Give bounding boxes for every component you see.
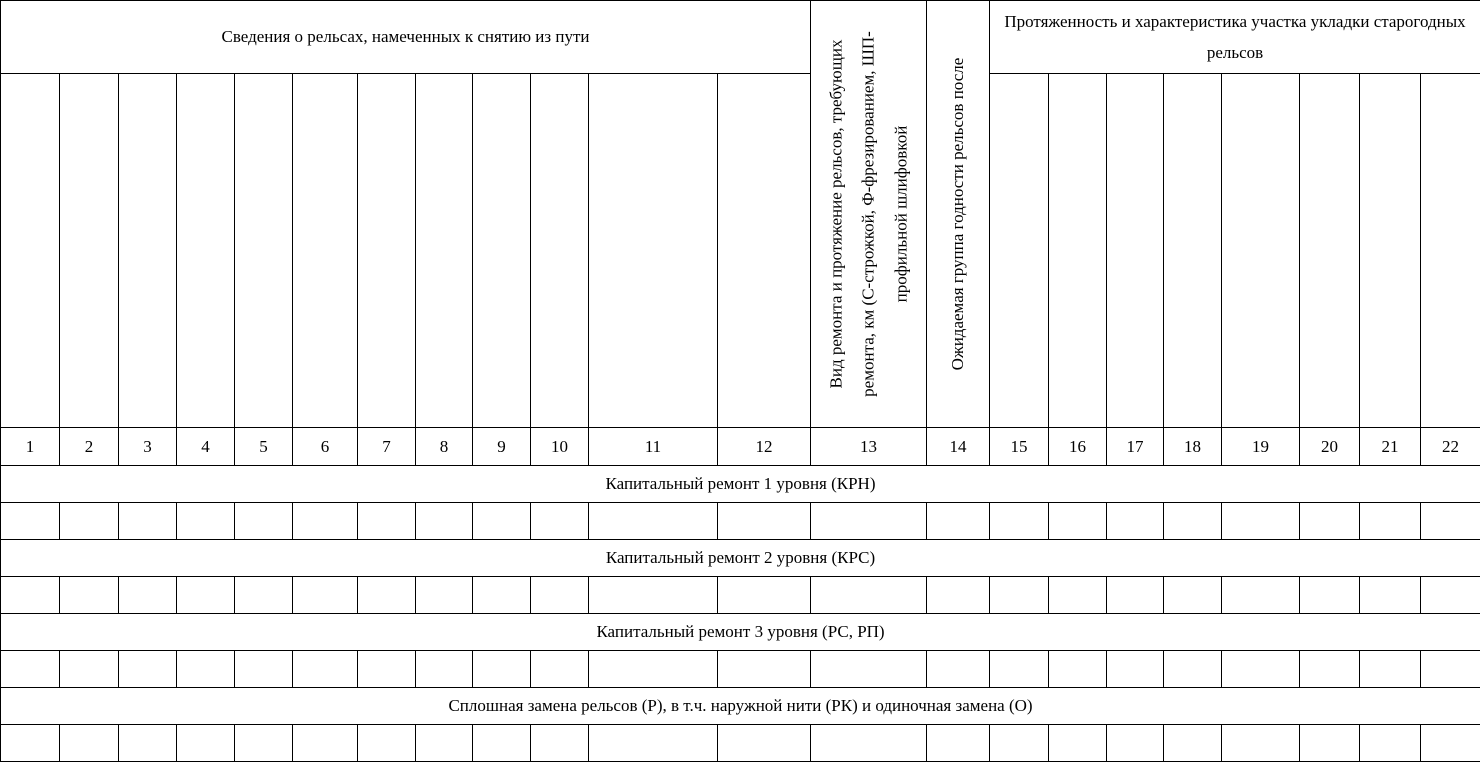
table-cell[interactable] bbox=[358, 651, 416, 688]
table-cell[interactable] bbox=[718, 651, 811, 688]
empty-data-row bbox=[1, 503, 1480, 540]
table-cell[interactable] bbox=[531, 577, 589, 614]
column-header-row bbox=[1, 74, 1480, 428]
section-row-krs bbox=[1, 540, 1480, 577]
table-cell[interactable] bbox=[293, 577, 358, 614]
col-16-header bbox=[1049, 74, 1107, 428]
table-cell[interactable] bbox=[927, 577, 990, 614]
empty-data-row bbox=[1, 725, 1480, 762]
col-5-header bbox=[235, 74, 293, 428]
table-cell[interactable] bbox=[235, 577, 293, 614]
table-cell[interactable] bbox=[416, 725, 473, 762]
table-cell[interactable] bbox=[1107, 651, 1164, 688]
table-cell[interactable] bbox=[358, 503, 416, 540]
table-cell[interactable] bbox=[235, 725, 293, 762]
col-12-header bbox=[718, 74, 811, 428]
table-cell[interactable] bbox=[177, 503, 235, 540]
table-cell[interactable] bbox=[927, 651, 990, 688]
table-cell[interactable] bbox=[1360, 651, 1421, 688]
col-14-header: Ожидаемая группа годности рельсов после bbox=[927, 1, 990, 428]
col-20-header bbox=[1300, 74, 1360, 428]
table-cell[interactable] bbox=[177, 725, 235, 762]
table-cell[interactable] bbox=[119, 577, 177, 614]
table-cell[interactable] bbox=[416, 577, 473, 614]
table-cell[interactable] bbox=[119, 503, 177, 540]
col-number: 22 bbox=[1421, 428, 1480, 466]
table-cell[interactable] bbox=[1300, 503, 1360, 540]
table-cell[interactable] bbox=[1300, 651, 1360, 688]
table-cell[interactable] bbox=[1049, 725, 1107, 762]
table-cell[interactable] bbox=[990, 651, 1049, 688]
table-cell[interactable] bbox=[416, 503, 473, 540]
table-cell[interactable] bbox=[60, 651, 119, 688]
table-cell[interactable] bbox=[990, 503, 1049, 540]
col-number: 8 bbox=[416, 428, 473, 466]
table-cell[interactable] bbox=[293, 503, 358, 540]
col-number: 7 bbox=[358, 428, 416, 466]
col-1-header bbox=[1, 74, 60, 428]
table-cell[interactable] bbox=[416, 651, 473, 688]
table-cell[interactable] bbox=[811, 651, 927, 688]
column-number-row bbox=[1, 428, 1480, 466]
table-cell[interactable] bbox=[60, 725, 119, 762]
table-cell[interactable] bbox=[1049, 503, 1107, 540]
col-number: 12 bbox=[718, 428, 811, 466]
table-cell[interactable] bbox=[811, 503, 927, 540]
col-number: 2 bbox=[60, 428, 119, 466]
col-4-header bbox=[177, 74, 235, 428]
col-number: 18 bbox=[1164, 428, 1222, 466]
col-3-header bbox=[119, 74, 177, 428]
col-number: 21 bbox=[1360, 428, 1421, 466]
col-number: 9 bbox=[473, 428, 531, 466]
table-cell[interactable] bbox=[811, 725, 927, 762]
col-number: 13 bbox=[811, 428, 927, 466]
table-cell[interactable] bbox=[1107, 577, 1164, 614]
col-7-header bbox=[358, 74, 416, 428]
table-cell[interactable] bbox=[1164, 577, 1222, 614]
table-cell[interactable] bbox=[990, 725, 1049, 762]
table-cell[interactable] bbox=[811, 577, 927, 614]
table-cell[interactable] bbox=[358, 577, 416, 614]
section-title: Капитальный ремонт 2 уровня (КРС) bbox=[1, 540, 1480, 577]
empty-data-row bbox=[1, 651, 1480, 688]
col-number: 10 bbox=[531, 428, 589, 466]
col-6-header bbox=[293, 74, 358, 428]
col-21-header bbox=[1360, 74, 1421, 428]
col-2-header bbox=[60, 74, 119, 428]
table-cell[interactable] bbox=[60, 503, 119, 540]
table-cell[interactable] bbox=[589, 503, 718, 540]
table-cell[interactable] bbox=[589, 577, 718, 614]
table-cell[interactable] bbox=[119, 725, 177, 762]
group-header-left: Сведения о рельсах, намеченных к снятию из пути bbox=[1, 1, 811, 74]
col-number: 19 bbox=[1222, 428, 1300, 466]
table-cell[interactable] bbox=[1222, 725, 1300, 762]
table-cell[interactable] bbox=[1107, 725, 1164, 762]
table-cell[interactable] bbox=[177, 651, 235, 688]
table-cell[interactable] bbox=[589, 725, 718, 762]
section-title: Сплошная замена рельсов (Р), в т.ч. наружной нити (РК) и одиночная замена (О) bbox=[1, 688, 1480, 725]
col-15-header bbox=[990, 74, 1049, 428]
group-header-right: Протяженность и характеристика участка укладки старогодных рельсов bbox=[990, 1, 1480, 74]
col-18-header bbox=[1164, 74, 1222, 428]
table-cell[interactable] bbox=[1360, 577, 1421, 614]
col-number: 15 bbox=[990, 428, 1049, 466]
col-10-header bbox=[531, 74, 589, 428]
col-number: 11 bbox=[589, 428, 718, 466]
col-number: 5 bbox=[235, 428, 293, 466]
section-row-rail-replacement bbox=[1, 688, 1480, 725]
table-cell[interactable] bbox=[990, 577, 1049, 614]
col-number: 20 bbox=[1300, 428, 1360, 466]
table-cell[interactable] bbox=[177, 577, 235, 614]
table-cell[interactable] bbox=[1, 725, 60, 762]
col-19-header bbox=[1222, 74, 1300, 428]
section-row-rs-rp bbox=[1, 614, 1480, 651]
table-cell[interactable] bbox=[1421, 651, 1480, 688]
table-cell[interactable] bbox=[531, 503, 589, 540]
col-8-header bbox=[416, 74, 473, 428]
table-cell[interactable] bbox=[718, 503, 811, 540]
table-cell[interactable] bbox=[1049, 651, 1107, 688]
table-cell[interactable] bbox=[60, 577, 119, 614]
table-cell[interactable] bbox=[293, 651, 358, 688]
table-cell[interactable] bbox=[473, 725, 531, 762]
table-cell[interactable] bbox=[927, 503, 990, 540]
col-number: 3 bbox=[119, 428, 177, 466]
table-cell[interactable] bbox=[119, 651, 177, 688]
table-cell[interactable] bbox=[1360, 725, 1421, 762]
col-number: 6 bbox=[293, 428, 358, 466]
table-cell[interactable] bbox=[589, 651, 718, 688]
table-cell[interactable] bbox=[473, 503, 531, 540]
table-cell[interactable] bbox=[531, 651, 589, 688]
table-cell[interactable] bbox=[1, 577, 60, 614]
table-cell[interactable] bbox=[927, 725, 990, 762]
table-cell[interactable] bbox=[1421, 577, 1480, 614]
table-cell[interactable] bbox=[1049, 577, 1107, 614]
section-title: Капитальный ремонт 1 уровня (КРН) bbox=[1, 466, 1480, 503]
table-cell[interactable] bbox=[1164, 725, 1222, 762]
table-cell[interactable] bbox=[358, 725, 416, 762]
section-row-krn bbox=[1, 466, 1480, 503]
col-number: 17 bbox=[1107, 428, 1164, 466]
table-cell[interactable] bbox=[473, 577, 531, 614]
table-cell[interactable] bbox=[293, 725, 358, 762]
col-9-header bbox=[473, 74, 531, 428]
table-cell[interactable] bbox=[718, 725, 811, 762]
col-22-header bbox=[1421, 74, 1480, 428]
table-cell[interactable] bbox=[531, 725, 589, 762]
table-cell[interactable] bbox=[473, 651, 531, 688]
table-cell[interactable] bbox=[1222, 577, 1300, 614]
table-cell[interactable] bbox=[1222, 651, 1300, 688]
table-cell[interactable] bbox=[235, 651, 293, 688]
col-17-header bbox=[1107, 74, 1164, 428]
table-cell[interactable] bbox=[718, 577, 811, 614]
table-cell[interactable] bbox=[235, 503, 293, 540]
table-cell[interactable] bbox=[1300, 725, 1360, 762]
table-cell[interactable] bbox=[1, 503, 60, 540]
col-number: 4 bbox=[177, 428, 235, 466]
table-cell[interactable] bbox=[1164, 503, 1222, 540]
header-group-row bbox=[1, 1, 1480, 74]
empty-data-row bbox=[1, 577, 1480, 614]
col-11-header bbox=[589, 74, 718, 428]
table-cell[interactable] bbox=[1300, 577, 1360, 614]
table-cell[interactable] bbox=[1, 651, 60, 688]
table-cell[interactable] bbox=[1421, 725, 1480, 762]
table-cell[interactable] bbox=[1360, 503, 1421, 540]
col-number: 16 bbox=[1049, 428, 1107, 466]
table-cell[interactable] bbox=[1107, 503, 1164, 540]
table-cell[interactable] bbox=[1421, 503, 1480, 540]
col-number: 1 bbox=[1, 428, 60, 466]
section-title: Капитальный ремонт 3 уровня (РС, РП) bbox=[1, 614, 1480, 651]
table-cell[interactable] bbox=[1164, 651, 1222, 688]
col-number: 14 bbox=[927, 428, 990, 466]
table-cell[interactable] bbox=[1222, 503, 1300, 540]
col-13-header: Вид ремонта и протяжение рельсов, требующих ремонта, км (С-строжкой, Ф-фрезированием, ШП-профильной шлифовкой bbox=[811, 1, 927, 428]
